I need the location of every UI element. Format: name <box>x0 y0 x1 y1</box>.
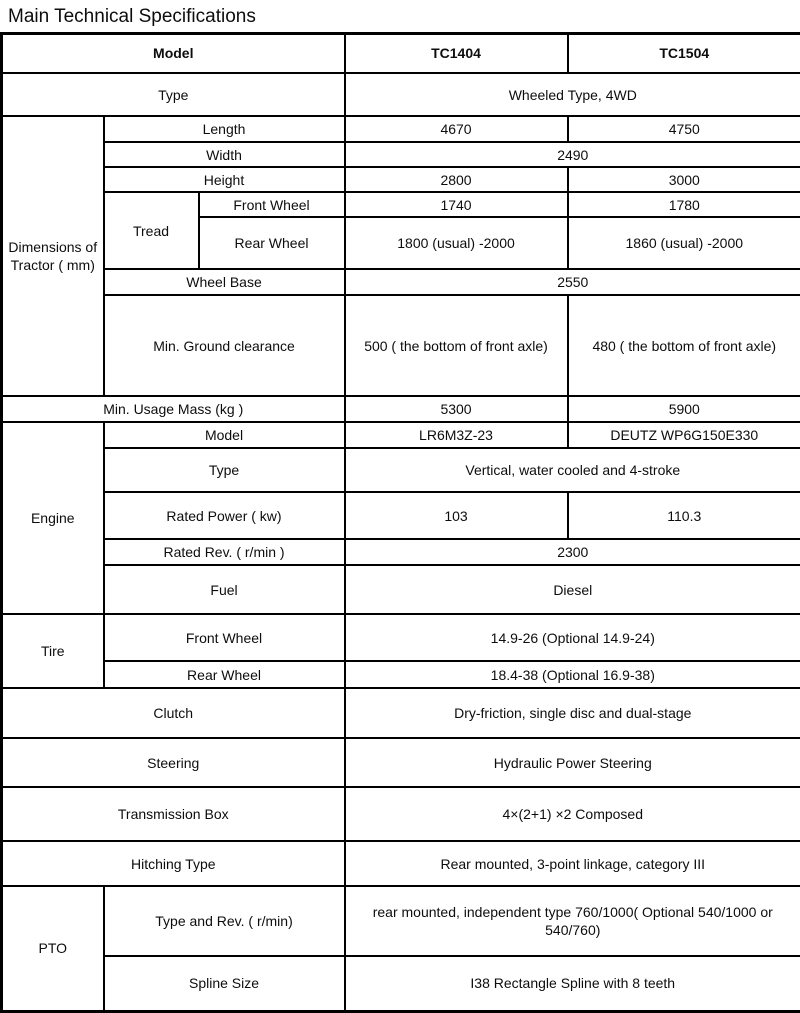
table-row <box>2 886 800 956</box>
rated-power-tc1404-value: 103 <box>345 492 568 539</box>
table-row <box>2 422 800 448</box>
min-ground-clearance-tc1504-value: 480 ( the bottom of front axle) <box>568 295 800 396</box>
tread-rear-tc1404-value: 1800 (usual) -2000 <box>345 217 568 269</box>
engine-type-label: Type <box>104 448 345 492</box>
table-row <box>2 565 800 614</box>
table-row <box>2 192 800 217</box>
engine-group-label: Engine <box>2 422 104 614</box>
steering-value: Hydraulic Power Steering <box>345 738 800 787</box>
height-tc1504-value: 3000 <box>568 167 800 192</box>
tread-rear-tc1504-value: 1860 (usual) -2000 <box>568 217 800 269</box>
width-label: Width <box>104 142 345 167</box>
clutch-label: Clutch <box>2 688 345 738</box>
rated-rev-label: Rated Rev. ( r/min ) <box>104 539 345 565</box>
engine-model-tc1404-value: LR6M3Z-23 <box>345 422 568 448</box>
tire-front-wheel-label: Front Wheel <box>104 614 345 661</box>
tc1404-column-header: TC1404 <box>345 33 568 73</box>
table-row <box>2 167 800 192</box>
table-row <box>2 116 800 142</box>
table-row <box>2 539 800 565</box>
tire-rear-wheel-value: 18.4-38 (Optional 16.9-38) <box>345 661 800 688</box>
spline-size-label: Spline Size <box>104 956 345 1011</box>
clutch-value: Dry-friction, single disc and dual-stage <box>345 688 800 738</box>
wheel-base-value: 2550 <box>345 269 800 295</box>
table-row <box>2 614 800 661</box>
table-row <box>2 448 800 492</box>
tread-front-wheel-label: Front Wheel <box>199 192 345 217</box>
wheel-base-label: Wheel Base <box>104 269 345 295</box>
engine-model-label: Model <box>104 422 345 448</box>
table-row <box>2 787 800 841</box>
page-title: Main Technical Specifications <box>8 6 256 27</box>
table-row <box>2 269 800 295</box>
table-row <box>2 73 800 116</box>
rated-power-tc1504-value: 110.3 <box>568 492 800 539</box>
steering-label: Steering <box>2 738 345 787</box>
rated-power-label: Rated Power ( kw) <box>104 492 345 539</box>
table-row <box>2 396 800 422</box>
fuel-label: Fuel <box>104 565 345 614</box>
fuel-value: Diesel <box>345 565 800 614</box>
type-label: Type <box>2 73 345 116</box>
height-label: Height <box>104 167 345 192</box>
transmission-box-label: Transmission Box <box>2 787 345 841</box>
pto-type-rev-value: rear mounted, independent type 760/1000( Optional 540/1000 or 540/760) <box>345 886 800 956</box>
hitching-type-label: Hitching Type <box>2 841 345 886</box>
table-row <box>2 33 800 73</box>
tread-front-tc1504-value: 1780 <box>568 192 800 217</box>
min-ground-clearance-tc1404-value: 500 ( the bottom of front axle) <box>345 295 568 396</box>
table-row <box>2 688 800 738</box>
tire-front-wheel-value: 14.9-26 (Optional 14.9-24) <box>345 614 800 661</box>
model-header-label: Model <box>2 33 345 73</box>
height-tc1404-value: 2800 <box>345 167 568 192</box>
rated-rev-value: 2300 <box>345 539 800 565</box>
length-label: Length <box>104 116 345 142</box>
table-row <box>2 738 800 787</box>
transmission-box-value: 4×(2+1) ×2 Composed <box>345 787 800 841</box>
pto-group-label: PTO <box>2 886 104 1011</box>
length-tc1504-value: 4750 <box>568 116 800 142</box>
spline-size-value: I38 Rectangle Spline with 8 teeth <box>345 956 800 1011</box>
spec-table <box>0 32 800 1013</box>
dimensions-group-label: Dimensions of Tractor ( mm) <box>2 116 104 396</box>
tire-rear-wheel-label: Rear Wheel <box>104 661 345 688</box>
min-usage-mass-tc1504-value: 5900 <box>568 396 800 422</box>
table-row <box>2 295 800 396</box>
table-row <box>2 661 800 688</box>
table-row <box>2 841 800 886</box>
hitching-type-value: Rear mounted, 3-point linkage, category III <box>345 841 800 886</box>
tread-front-tc1404-value: 1740 <box>345 192 568 217</box>
min-usage-mass-tc1404-value: 5300 <box>345 396 568 422</box>
engine-model-tc1504-value: DEUTZ WP6G150E330 <box>568 422 800 448</box>
length-tc1404-value: 4670 <box>345 116 568 142</box>
table-row <box>2 142 800 167</box>
tire-group-label: Tire <box>2 614 104 688</box>
min-usage-mass-label: Min. Usage Mass (kg ) <box>2 396 345 422</box>
tread-group-label: Tread <box>104 192 199 269</box>
spec-table-body <box>2 33 800 1011</box>
tc1504-column-header: TC1504 <box>568 33 800 73</box>
table-row <box>2 956 800 1011</box>
width-value: 2490 <box>345 142 800 167</box>
type-value: Wheeled Type, 4WD <box>345 73 800 116</box>
pto-type-rev-label: Type and Rev. ( r/min) <box>104 886 345 956</box>
min-ground-clearance-label: Min. Ground clearance <box>104 295 345 396</box>
table-row <box>2 492 800 539</box>
engine-type-value: Vertical, water cooled and 4-stroke <box>345 448 800 492</box>
tread-rear-wheel-label: Rear Wheel <box>199 217 345 269</box>
